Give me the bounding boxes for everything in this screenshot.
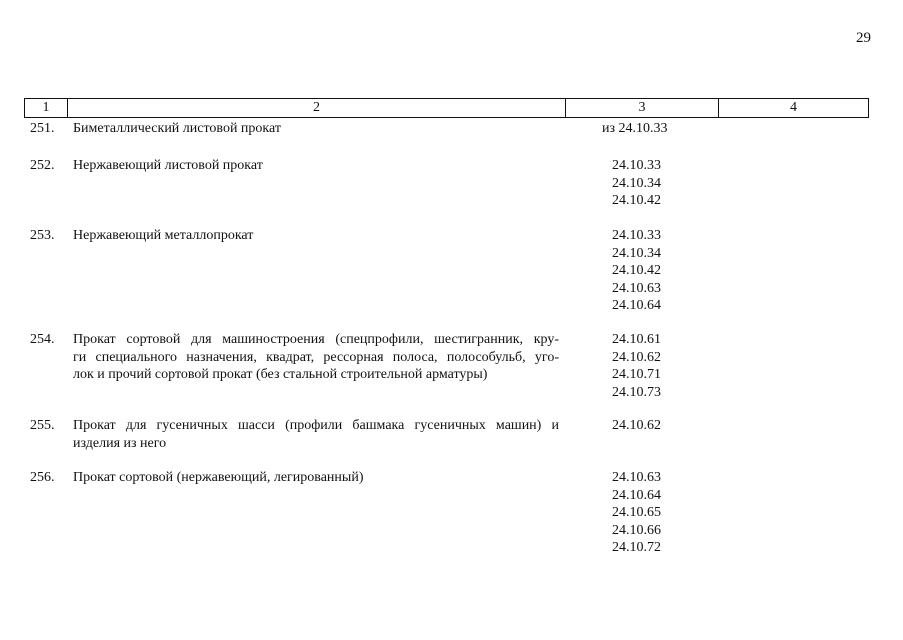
row-code: 24.10.33 — [612, 228, 661, 243]
row-number: 255. — [30, 418, 55, 433]
row-name-line: лок и прочий сортовой прокат (без стальной строительной арматуры) — [73, 367, 488, 382]
row-code: 24.10.42 — [612, 193, 661, 208]
row-code: 24.10.64 — [612, 487, 661, 503]
row-name — [73, 469, 559, 487]
row-code: 24.10.65 — [612, 505, 661, 520]
row-name-line: ги специального назначения, квадрат, рессорная полоса, полособульб, уго- — [73, 349, 559, 365]
row-code: 24.10.66 — [612, 522, 661, 538]
table-header — [24, 98, 869, 118]
header-col-3: 3 — [566, 99, 719, 117]
row-number: 252. — [30, 158, 55, 173]
row-name — [73, 157, 559, 175]
header-col-4: 4 — [790, 100, 797, 115]
row-name-line: Прокат сортовой (нержавеющий, легированный) — [73, 470, 364, 485]
row-number: 254. — [30, 332, 55, 347]
row-code: 24.10.73 — [612, 384, 661, 400]
row-code: 24.10.34 — [612, 245, 661, 261]
header-col-2: 2 — [68, 99, 566, 117]
row-code: 24.10.63 — [612, 470, 661, 485]
row-code: из 24.10.33 — [602, 121, 668, 136]
page-number: 29 — [856, 30, 871, 46]
row-code: 24.10.42 — [612, 263, 661, 278]
row-codes — [612, 417, 732, 435]
row-name-line: Нержавеющий листовой прокат — [73, 158, 263, 173]
row-code: 24.10.72 — [612, 540, 661, 555]
row-codes — [612, 227, 732, 315]
row-code: 24.10.62 — [612, 418, 661, 433]
row-name — [73, 331, 559, 384]
row-name — [73, 120, 559, 138]
row-name-line: Прокат сортовой для машиностроения (спецпрофили, шестигранник, кру- — [73, 332, 559, 347]
header-col-1: 1 — [25, 99, 68, 117]
row-code: 24.10.64 — [612, 298, 661, 313]
row-code: 24.10.61 — [612, 332, 661, 347]
row-name-line: Биметаллический листовой прокат — [73, 121, 281, 136]
row-name-line: Прокат для гусеничных шасси (профили башмака гусеничных машин) и — [73, 418, 559, 433]
row-number: 256. — [30, 470, 55, 485]
row-codes — [602, 120, 722, 138]
row-code: 24.10.34 — [612, 175, 661, 191]
row-code: 24.10.62 — [612, 349, 661, 365]
row-codes — [612, 331, 732, 401]
row-name-line: изделия из него — [73, 435, 167, 451]
row-code: 24.10.33 — [612, 158, 661, 173]
row-codes — [612, 469, 732, 557]
row-name — [73, 227, 559, 245]
row-number: 253. — [30, 228, 55, 243]
row-codes — [612, 157, 732, 210]
row-code: 24.10.71 — [612, 367, 661, 382]
row-number: 251. — [30, 121, 55, 136]
row-code: 24.10.63 — [612, 280, 661, 296]
row-name-line: Нержавеющий металлопрокат — [73, 228, 254, 243]
row-name — [73, 417, 559, 452]
